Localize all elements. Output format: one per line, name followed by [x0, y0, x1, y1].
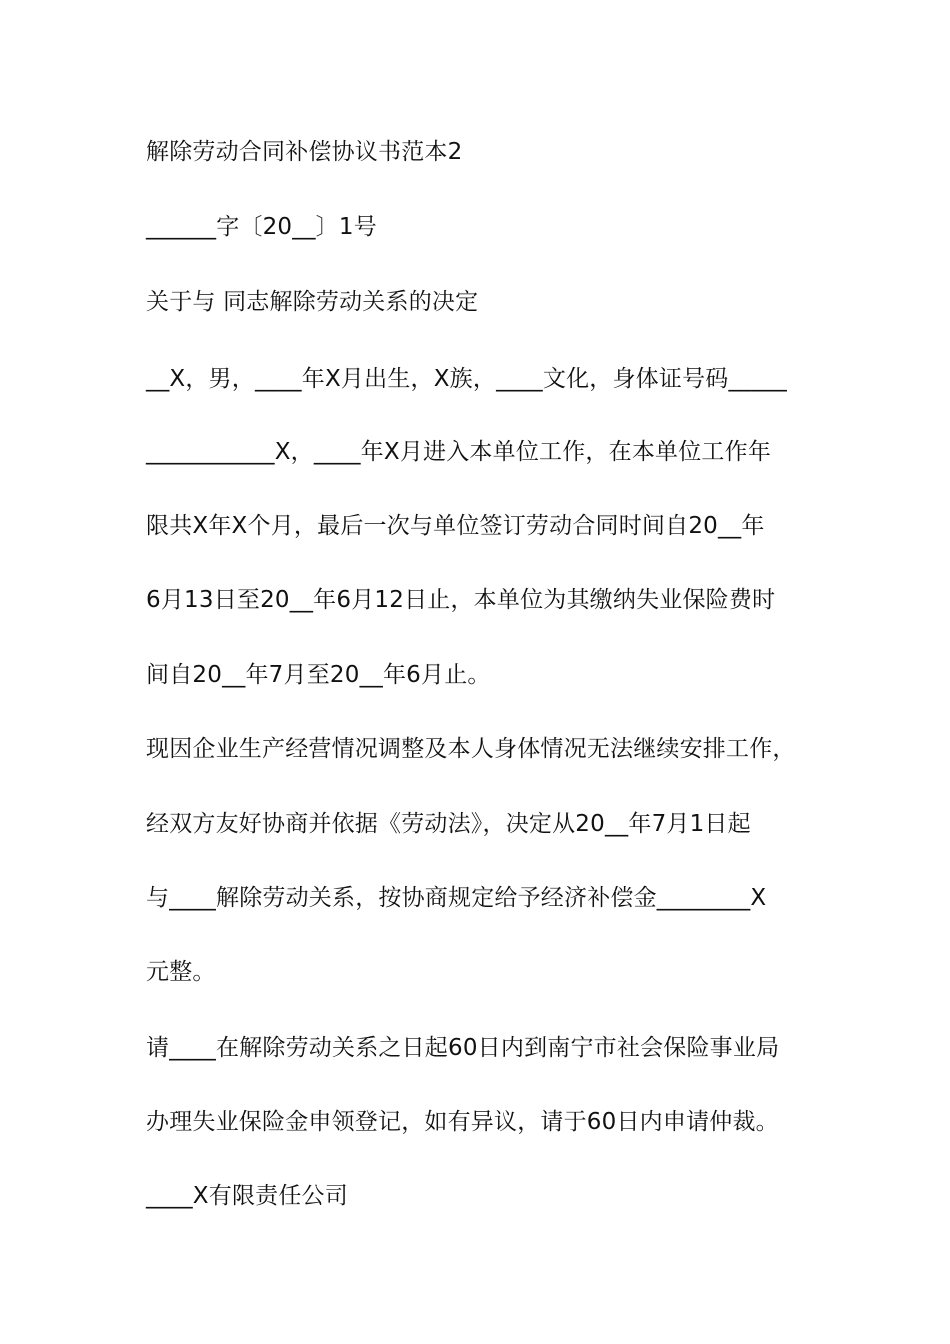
body-line: 办理失业保险金申领登记，如有异议，请于60日内申请仲裁。 — [146, 1109, 779, 1135]
body-line: 经双方友好协商并依据《劳动法》，决定从20__年7月1日起 — [146, 811, 751, 837]
company-name: ____X有限责任公司 — [146, 1183, 348, 1209]
body-line: 限共X年X个月，最后一次与单位签订劳动合同时间自20__年 — [146, 513, 765, 539]
body-line: 元整。 — [146, 959, 216, 985]
document-subject: 关于与 同志解除劳动关系的决定 — [146, 289, 479, 315]
body-line: 间自20__年7月至20__年6月止。 — [146, 662, 491, 688]
body-line: 现因企业生产经营情况调整及本人身体情况无法继续安排工作， — [146, 736, 796, 762]
body-line: 请____在解除劳动关系之日起60日内到南宁市社会保险事业局 — [146, 1035, 780, 1061]
body-line: 6月13日至20__年6月12日止，本单位为其缴纳失业保险费时 — [146, 587, 776, 613]
body-line: ___________X，____年X月进入本单位工作，在本单位工作年 — [146, 439, 772, 465]
document-title: 解除劳动合同补偿协议书范本2 — [146, 139, 463, 165]
body-line: __X，男，____年X月出生，X族，____文化，身体证号码_____ — [146, 366, 787, 392]
document-number: ______字〔20__〕1号 — [146, 214, 377, 240]
body-line: 与____解除劳动关系，按协商规定给予经济补偿金________X — [146, 885, 767, 911]
